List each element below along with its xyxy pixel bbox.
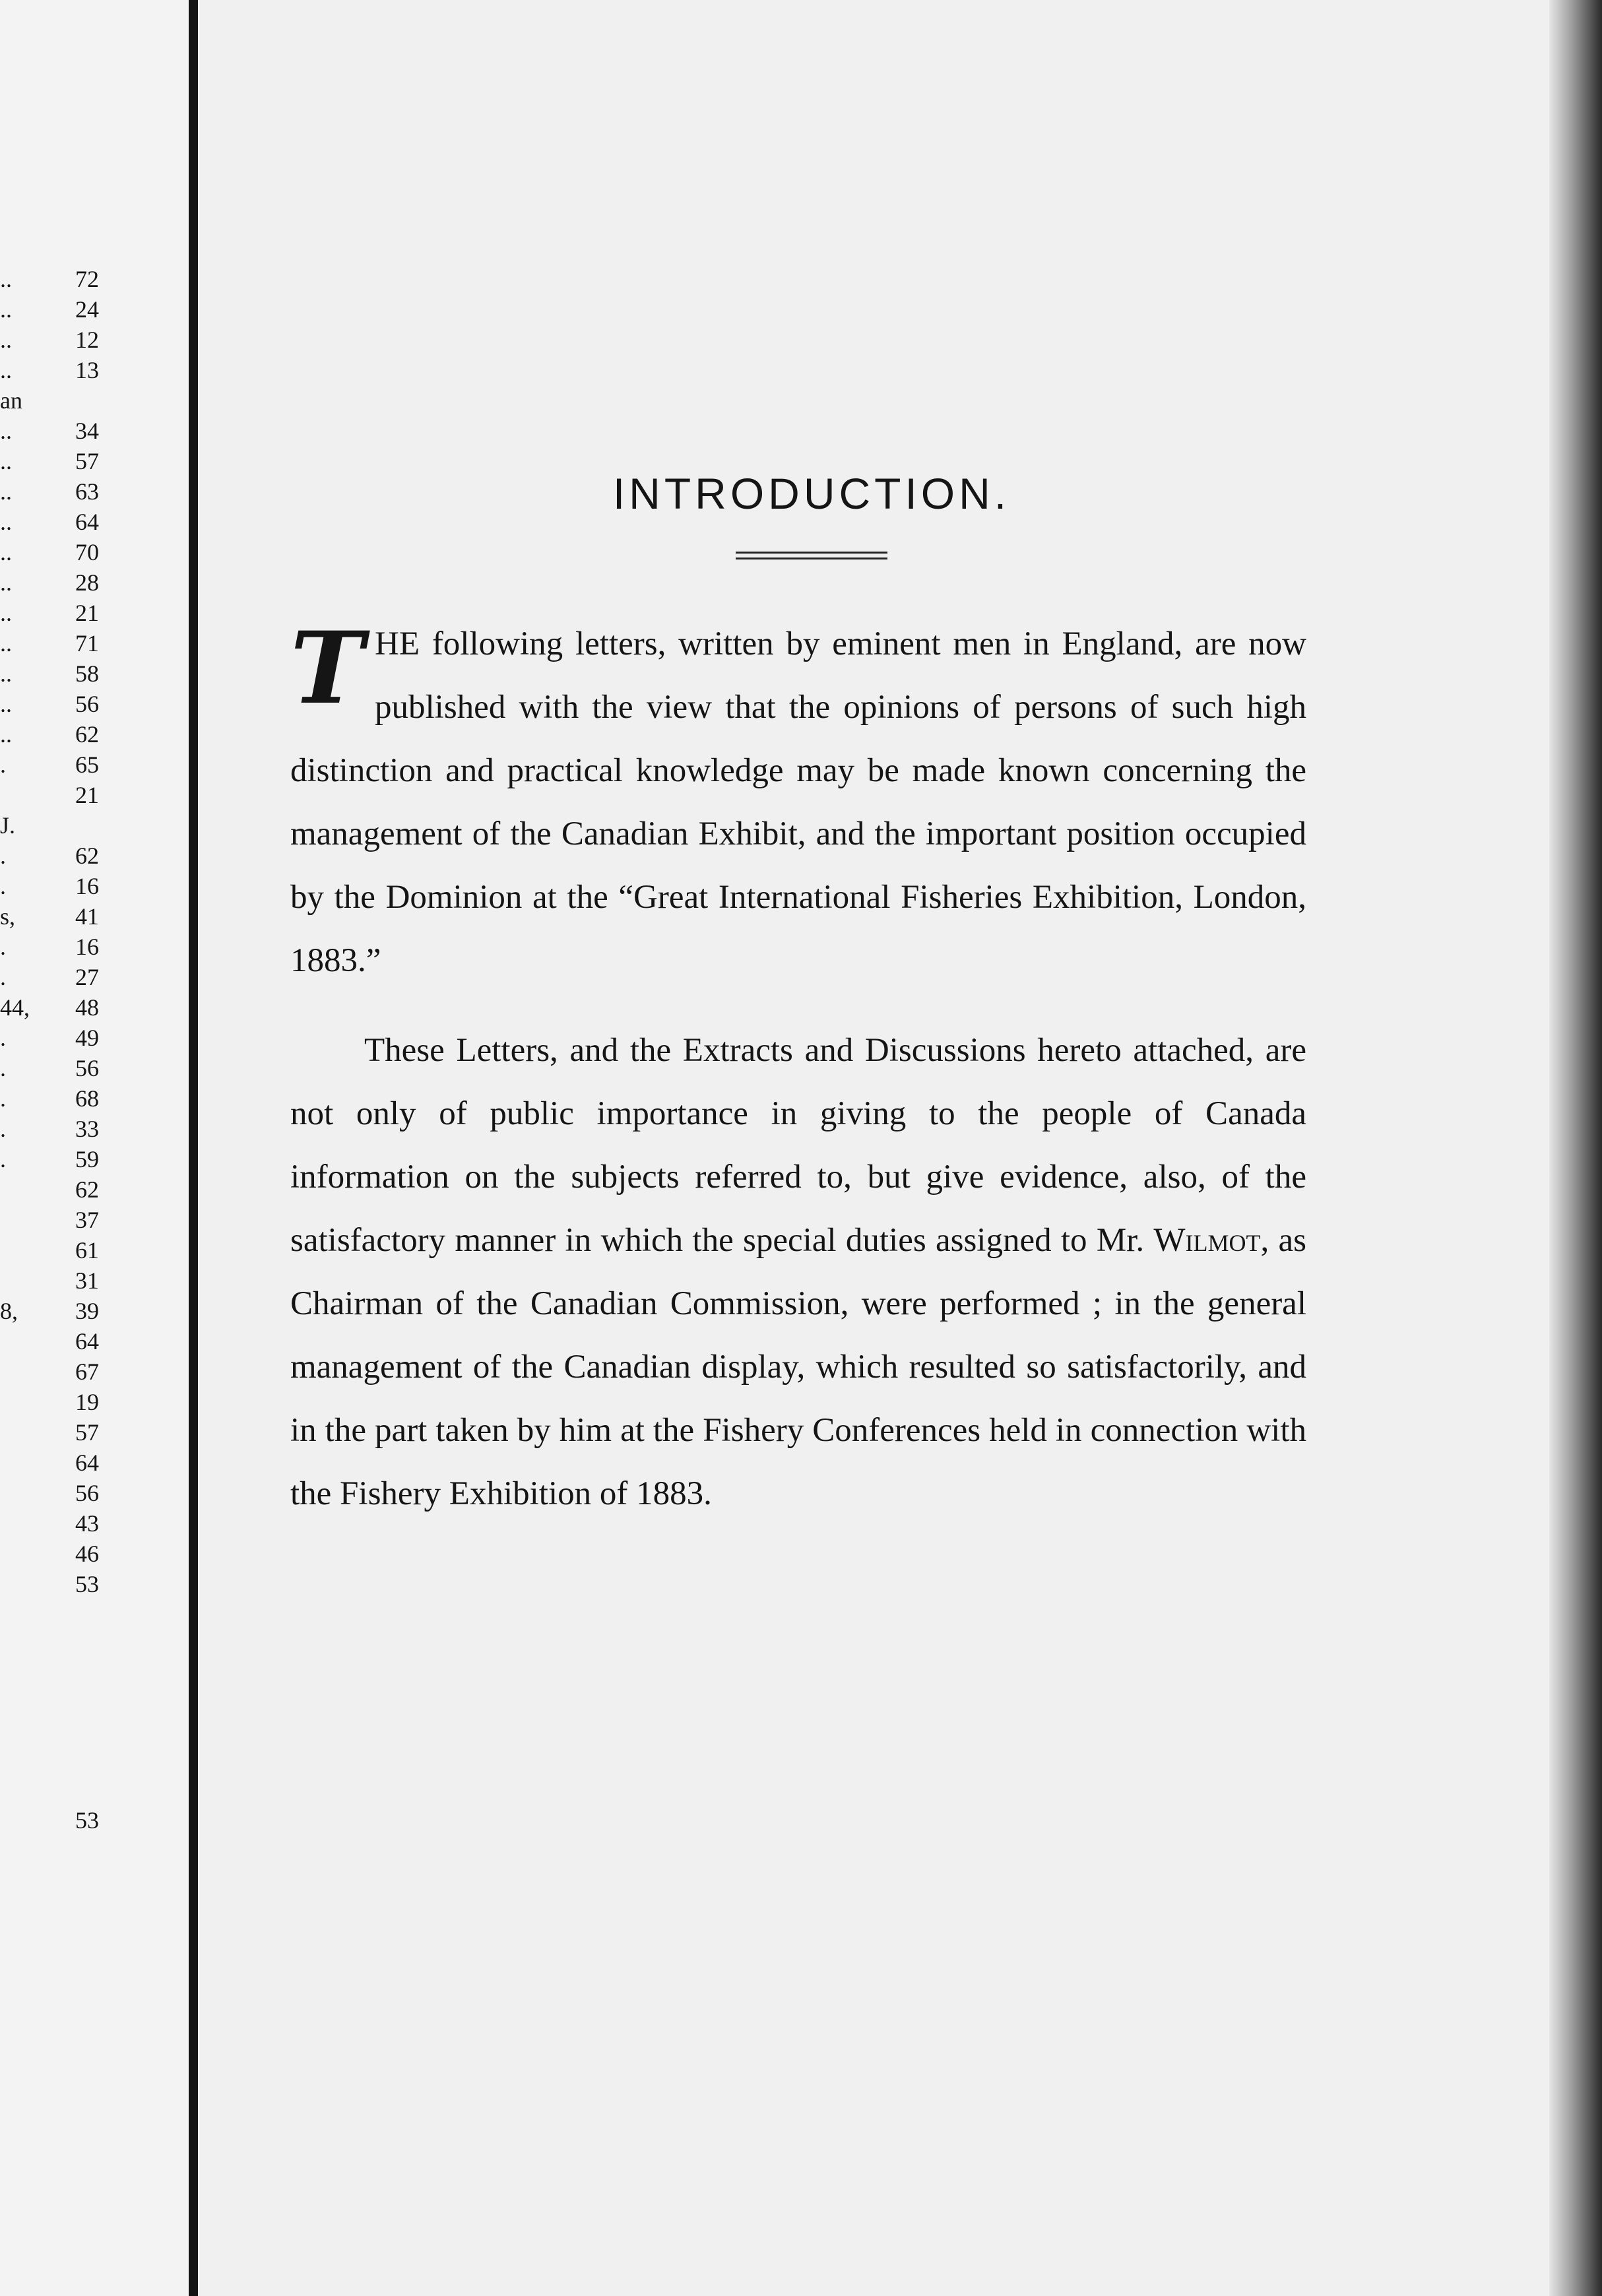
- book-gutter: [189, 0, 198, 2296]
- index-line: [0, 719, 99, 749]
- index-line: [0, 567, 99, 598]
- index-page-number: 21: [75, 782, 99, 808]
- index-leader: ..: [0, 600, 12, 626]
- index-page-number: 57: [75, 448, 99, 474]
- index-line: [0, 810, 99, 841]
- index-line: [0, 1083, 99, 1114]
- index-line: [0, 1174, 99, 1205]
- index-line: [0, 537, 99, 567]
- index-page-number: 57: [75, 1419, 99, 1446]
- index-leader: ..: [0, 721, 12, 748]
- index-line: [0, 841, 99, 871]
- index-page-number: 70: [75, 539, 99, 565]
- index-leader: ..: [0, 660, 12, 687]
- index-leader: s,: [0, 903, 16, 930]
- index-line: [0, 1235, 99, 1265]
- index-page-number: 68: [75, 1085, 99, 1112]
- index-page-number: 65: [75, 751, 99, 778]
- index-page-number: 24: [75, 296, 99, 323]
- index-page-number: 58: [75, 660, 99, 687]
- index-leader: .: [0, 1025, 6, 1051]
- index-line: [0, 901, 99, 932]
- index-page-number: 64: [75, 509, 99, 535]
- index-line: [0, 325, 99, 355]
- index-leader: .: [0, 873, 6, 899]
- index-line: [0, 1539, 99, 1569]
- index-line: [0, 355, 99, 385]
- introduction-page: [290, 422, 1306, 1559]
- index-page-number: 37: [75, 1207, 99, 1233]
- index-line: [0, 1205, 99, 1235]
- index-leader: ..: [0, 630, 12, 656]
- index-line: [0, 1144, 99, 1174]
- index-leader: ..: [0, 478, 12, 505]
- index-line: [0, 1326, 99, 1356]
- index-leader: .: [0, 964, 6, 990]
- index-page-number: 72: [75, 266, 99, 292]
- paragraph-2: [290, 1019, 1306, 1525]
- index-line: [0, 1508, 99, 1539]
- index-page-number: 53: [75, 1571, 99, 1597]
- index-line: [0, 264, 99, 294]
- index-page-number: 61: [75, 1237, 99, 1263]
- rule-line-bottom: [736, 558, 887, 559]
- index-leader: .: [0, 934, 6, 960]
- index-line: [0, 1023, 99, 1053]
- paragraph-1: [290, 612, 1306, 992]
- index-page-number: 46: [75, 1541, 99, 1567]
- index-page-number: 48: [75, 994, 99, 1021]
- index-leader: ..: [0, 357, 12, 383]
- index-line: [0, 1053, 99, 1083]
- index-line: [0, 416, 99, 446]
- index-line: [0, 749, 99, 780]
- index-leader: .: [0, 1055, 6, 1081]
- title-double-rule: [709, 552, 887, 559]
- index-line: [0, 932, 99, 962]
- index-leader: .: [0, 843, 6, 869]
- index-line: [0, 1417, 99, 1448]
- index-page-number: 64: [75, 1328, 99, 1355]
- index-line: [0, 871, 99, 901]
- index-leader: ..: [0, 691, 12, 717]
- name-wilmot: Wilmot: [1153, 1222, 1261, 1259]
- footer-num: 53: [75, 1807, 99, 1834]
- index-leader: ..: [0, 296, 12, 323]
- index-line: [0, 1387, 99, 1417]
- index-line: [0, 476, 99, 507]
- index-leader: ..: [0, 327, 12, 353]
- index-page-number: 31: [75, 1267, 99, 1294]
- index-line: [0, 658, 99, 689]
- index-page-number: 33: [75, 1116, 99, 1142]
- paragraph-2-text-b: , as Chairman of the Canadian Commission, were performed ; in the general management of the Canadian display, which resulted so satisfactorily, and in the part taken by him at the Fishery Conferences held in connection with the Fishery Exhibition of 1883.: [290, 1222, 1307, 1512]
- index-leader: J.: [0, 812, 16, 839]
- index-line: [0, 294, 99, 325]
- index-line: [0, 446, 99, 476]
- index-page-number: 67: [75, 1358, 99, 1385]
- index-line: [0, 1448, 99, 1478]
- index-line: [0, 385, 99, 416]
- index-leader: ..: [0, 509, 12, 535]
- index-leader: ..: [0, 448, 12, 474]
- rule-line-top: [736, 552, 887, 554]
- index-line: [0, 1356, 99, 1387]
- index-page-number: 39: [75, 1298, 99, 1324]
- index-line: [0, 780, 99, 810]
- index-line: [0, 1114, 99, 1144]
- index-page-number: 43: [75, 1510, 99, 1537]
- index-leader: .: [0, 1085, 6, 1112]
- index-line: [0, 1569, 99, 1599]
- index-page-number: 62: [75, 843, 99, 869]
- index-leader: ..: [0, 569, 12, 596]
- index-line: [0, 628, 99, 658]
- index-page-number: 13: [75, 357, 99, 383]
- index-page-number: 56: [75, 1055, 99, 1081]
- left-page-fragment: [0, 0, 189, 2296]
- index-page-number: 28: [75, 569, 99, 596]
- index-line: [0, 1265, 99, 1296]
- ornamental-dropcap: T: [290, 610, 364, 726]
- index-page-number: 27: [75, 964, 99, 990]
- index-leader: an: [0, 387, 22, 414]
- index-line: [0, 507, 99, 537]
- index-page-number: 12: [75, 327, 99, 353]
- index-page-number: 16: [75, 873, 99, 899]
- index-line: [0, 689, 99, 719]
- index-line: [0, 962, 99, 992]
- index-leader: ..: [0, 539, 12, 565]
- index-line: [0, 1478, 99, 1508]
- index-line: [0, 992, 99, 1023]
- index-leader: 44,: [0, 994, 30, 1021]
- index-page-number: 34: [75, 418, 99, 444]
- paragraph-2-text-a: These Letters, and the Extracts and Discussions hereto attached, are not only of public importance in giving to the people of Canada information on the subjects referred to, but give evidence, also, of the satisfactory manner in which the special duties assigned to Mr.: [290, 1032, 1306, 1259]
- index-page-number: 49: [75, 1025, 99, 1051]
- index-leader: 8,: [0, 1298, 18, 1324]
- index-page-number: 71: [75, 630, 99, 656]
- index-leader: .: [0, 1146, 6, 1172]
- index-page-number: 59: [75, 1146, 99, 1172]
- page-edge-shadow: [1549, 0, 1602, 2296]
- index-leader: .: [0, 751, 6, 778]
- index-page-number: 56: [75, 691, 99, 717]
- index-page-number: 63: [75, 478, 99, 505]
- index-leader: .: [0, 1116, 6, 1142]
- index-line: [0, 598, 99, 628]
- index-page-number: 56: [75, 1480, 99, 1506]
- index-page-number: 19: [75, 1389, 99, 1415]
- index-page-number: 64: [75, 1450, 99, 1476]
- index-page-number: 62: [75, 1176, 99, 1203]
- index-page-number: 41: [75, 903, 99, 930]
- paragraph-1-text: HE following letters, written by eminent men in England, are now published with the view that the opinions of persons of such high distinction and practical knowledge may be made known concerning the management of the Canadian Exhibit, and the important position occupied by the Dominion at the “Great International Fisheries Exhibition, London, 1883.”: [290, 625, 1306, 979]
- index-line: [0, 1296, 99, 1326]
- index-leader: ..: [0, 418, 12, 444]
- page-title: INTRODUCTION.: [612, 469, 1011, 518]
- index-leader: ..: [0, 266, 12, 292]
- index-page-number: 16: [75, 934, 99, 960]
- left-page-footer-number: [0, 1775, 99, 1834]
- index-page-number: 62: [75, 721, 99, 748]
- index-page-number: 21: [75, 600, 99, 626]
